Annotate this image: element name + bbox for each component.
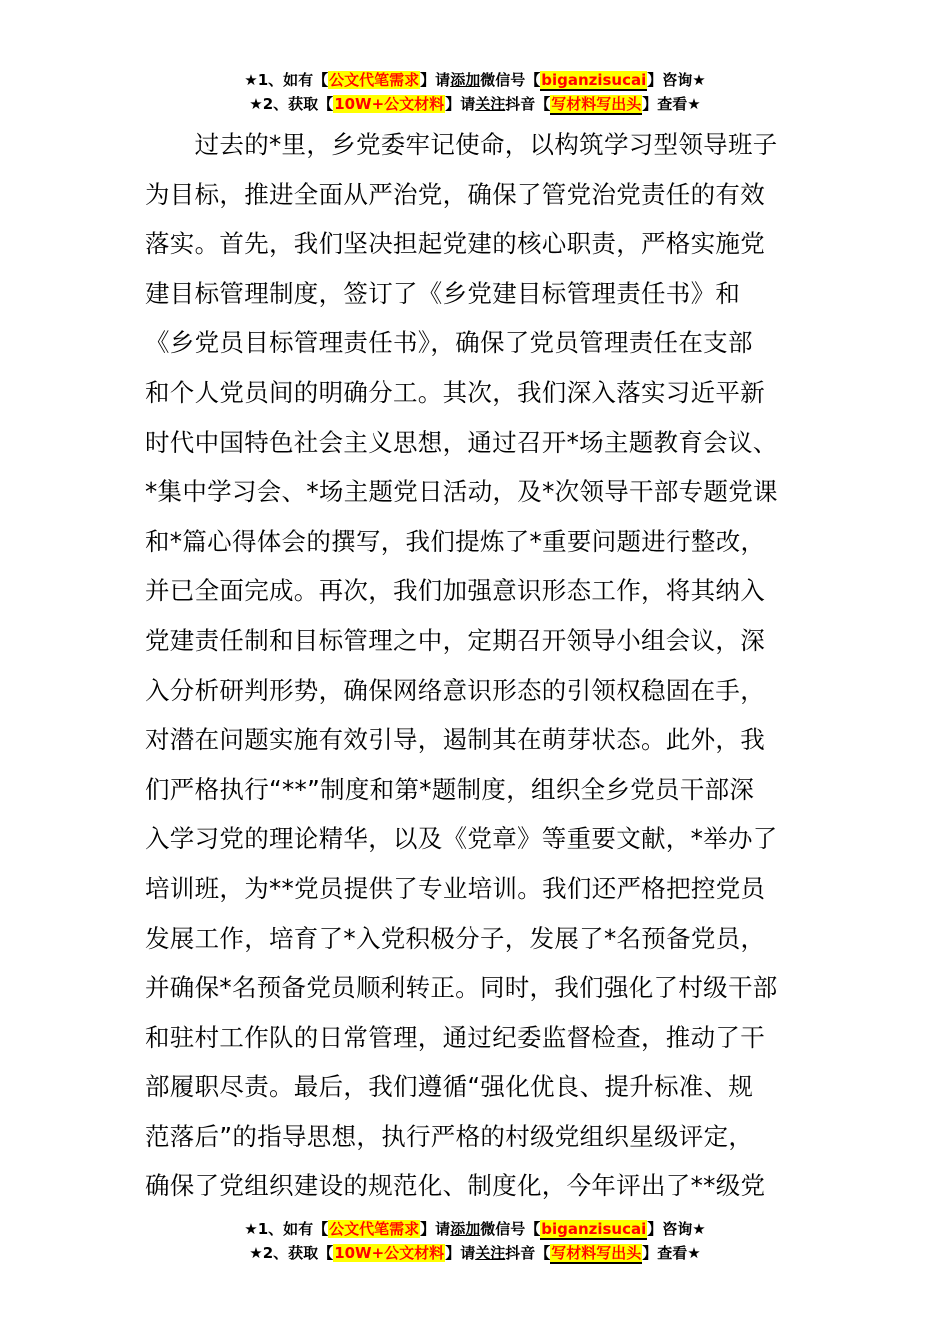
paragraph-line: 们严格执行“**”制度和第*题制度，组织全乡党员干部深 [145, 774, 755, 804]
highlight-service: 公文代笔需求 [329, 1220, 420, 1238]
banner-text: 微信号【 [480, 71, 541, 89]
paragraph-line: 入分析研判形势，确保网络意识形态的引领权稳固在手， [145, 675, 765, 705]
paragraph-line: 确保了党组织建设的规范化、制度化，今年评出了**级党 [145, 1171, 766, 1201]
highlight-materials: 10W+公文材料 [334, 1244, 445, 1262]
banner-text: ★1、如有【 [244, 71, 329, 89]
header-banner [0, 68, 950, 116]
paragraph-line: 为目标，推进全面从严治党，确保了管党治党责任的有效 [145, 179, 765, 209]
document-paragraph [145, 120, 815, 1211]
paragraph-line: 并已全面完成。再次，我们加强意识形态工作，将其纳入 [145, 576, 765, 606]
banner-emphasis: 添加 [450, 1220, 481, 1238]
paragraph-line: 建目标管理制度，签订了《乡党建目标管理责任书》和 [145, 278, 741, 308]
banner-text: 微信号【 [480, 1220, 541, 1238]
paragraph-line: 和个人党员间的明确分工。其次，我们深入落实习近平新 [145, 377, 765, 407]
paragraph-line: 落实。首先，我们坚决担起党建的核心职责，严格实施党 [145, 229, 765, 259]
banner-text: 】咨询★ [647, 1220, 706, 1238]
banner-line-2 [0, 1241, 950, 1265]
banner-text: 抖音【 [505, 95, 551, 113]
banner-line-1 [0, 68, 950, 92]
footer-banner [0, 1217, 950, 1265]
highlight-douyin: 写材料写出头 [551, 1244, 642, 1262]
banner-emphasis: 关注 [475, 95, 506, 113]
banner-text: 】请 [445, 1244, 476, 1262]
paragraph-line: 入学习党的理论精华，以及《党章》等重要文献，*举办了 [145, 824, 778, 854]
paragraph-line: 过去的*里，乡党委牢记使命，以构筑学习型领导班子 [145, 130, 778, 159]
banner-text: 】查看★ [642, 1244, 701, 1262]
paragraph-line: 和驻村工作队的日常管理，通过纪委监督检查，推动了干 [145, 1022, 765, 1052]
banner-text: 】咨询★ [647, 71, 706, 89]
paragraph-line: 党建责任制和目标管理之中，定期召开领导小组会议，深 [145, 625, 765, 655]
highlight-materials: 10W+公文材料 [334, 95, 445, 113]
banner-text: ★2、获取【 [249, 95, 334, 113]
paragraph-line: 和*篇心得体会的撰写，我们提炼了*重要问题进行整改， [145, 526, 766, 556]
banner-line-1 [0, 1217, 950, 1241]
banner-text: 】请 [420, 1220, 451, 1238]
paragraph-line: 并确保*名预备党员顺利转正。同时，我们强化了村级干部 [145, 973, 778, 1003]
banner-text: ★2、获取【 [249, 1244, 334, 1262]
highlight-douyin: 写材料写出头 [551, 95, 642, 113]
paragraph-line: 时代中国特色社会主义思想，通过召开*场主题教育会议、 [145, 427, 778, 457]
banner-line-2 [0, 92, 950, 116]
paragraph-line: 发展工作，培育了*入党积极分子，发展了*名预备党员， [145, 923, 766, 953]
paragraph-line: 对潜在问题实施有效引导，遏制其在萌芽状态。此外，我 [145, 725, 765, 755]
highlight-wechat-id: biganzisucai [541, 71, 647, 89]
banner-text: 】查看★ [642, 95, 701, 113]
banner-emphasis: 添加 [450, 71, 481, 89]
paragraph-line: 范落后”的指导思想，执行严格的村级党组织星级评定， [145, 1121, 754, 1151]
highlight-wechat-id: biganzisucai [541, 1220, 647, 1238]
paragraph-line: *集中学习会、*场主题党日活动，及*次领导干部专题党课 [145, 477, 778, 507]
banner-text: ★1、如有【 [244, 1220, 329, 1238]
paragraph-line: 《乡党员目标管理责任书》，确保了党员管理责任在支部 [145, 328, 753, 358]
banner-emphasis: 关注 [475, 1244, 506, 1262]
highlight-service: 公文代笔需求 [329, 71, 420, 89]
banner-text: 】请 [420, 71, 451, 89]
banner-text: 抖音【 [505, 1244, 551, 1262]
banner-text: 】请 [445, 95, 476, 113]
paragraph-line: 培训班，为**党员提供了专业培训。我们还严格把控党员 [145, 873, 766, 903]
paragraph-line: 部履职尽责。最后，我们遵循“强化优良、提升标准、规 [145, 1072, 754, 1102]
